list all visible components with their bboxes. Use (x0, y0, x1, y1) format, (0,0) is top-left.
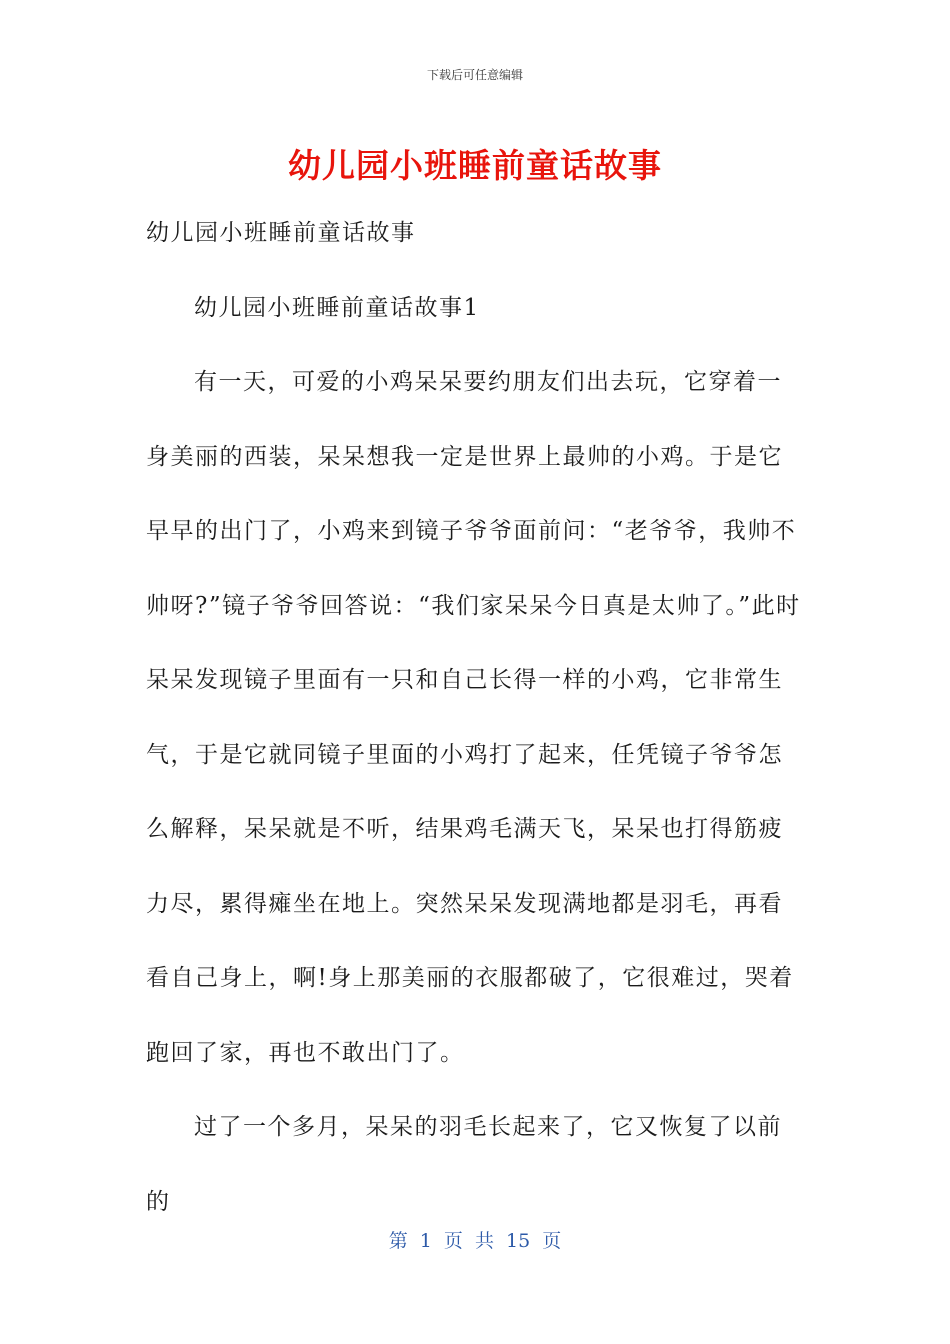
document-body (146, 196, 806, 1239)
document-subtitle: 幼儿园小班睡前童话故事 (146, 220, 416, 246)
section-heading: 幼儿园小班睡前童话故事1 (194, 294, 480, 321)
document-title: 幼儿园小班睡前童话故事 (288, 146, 662, 185)
paragraph-1: 有一天，可爱的小鸡呆呆要约朋友们出去玩，它穿着一身美丽的西装，呆呆想我一定是世界上最帅的小鸡。于是它早早的出门了，小鸡来到镜子爷爷面前问：“老爷爷，我帅不帅呀?”镜子爷爷回答说：“我们家呆呆今日真是太帅了。”此时呆呆发现镜子里面有一只和自己长得一样的小鸡，它非常生气，于是它就同镜子里面的小鸡打了起来，任凭镜子爷爷怎么解释，呆呆就是不听，结果鸡毛满天飞，呆呆也打得筋疲力尽，累得瘫坐在地上。突然呆呆发现满地都是羽毛，再看看自己身上，啊!身上那美丽的衣服都破了，它很难过，哭着跑回了家，再也不敢出门了。 (146, 369, 801, 1066)
page-number-footer: 第 1 页 共 15 页 (388, 1230, 562, 1252)
paragraph-2: 过了一个多月，呆呆的羽毛长起来了，它又恢复了以前的 (146, 1114, 782, 1215)
header-note: 下载后可任意编辑 (426, 68, 523, 82)
